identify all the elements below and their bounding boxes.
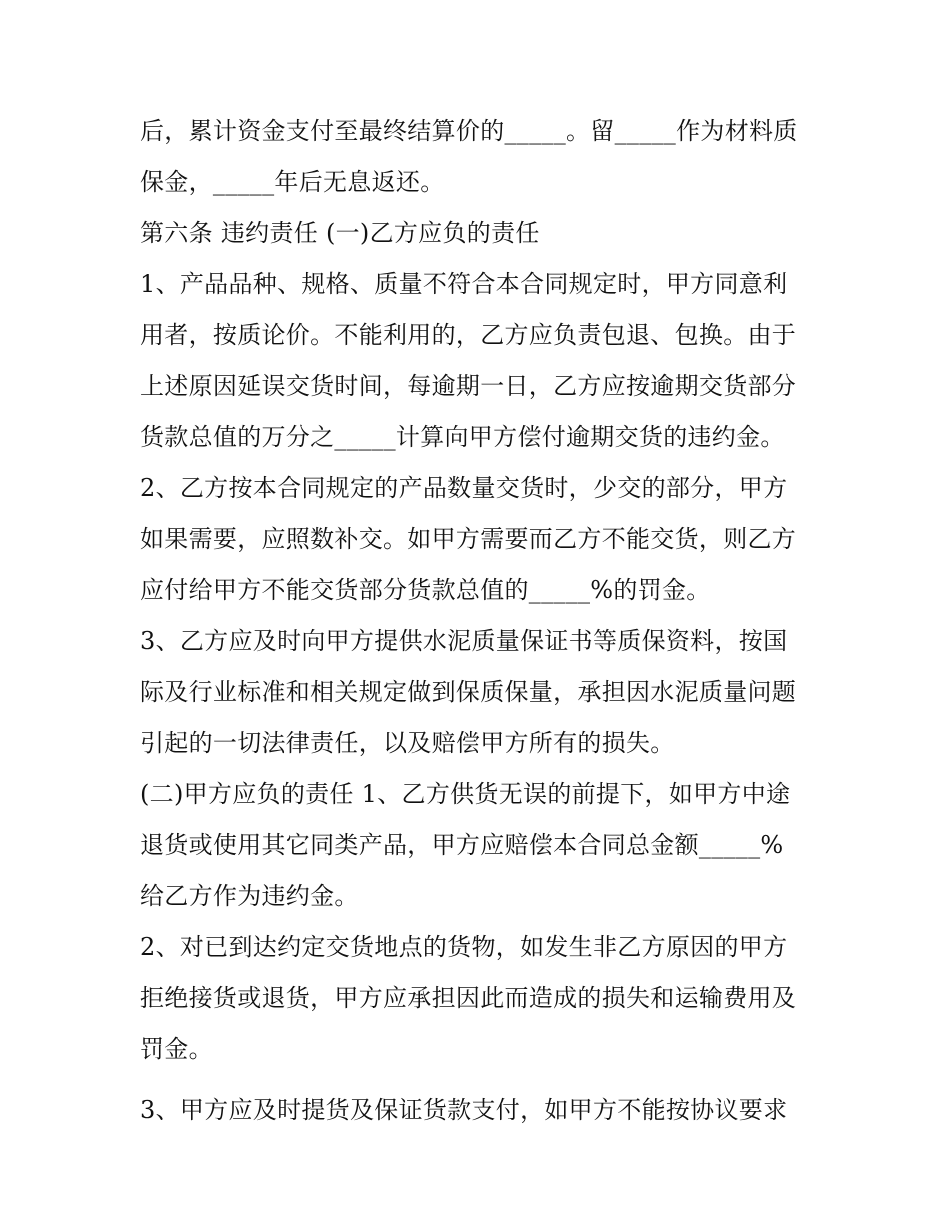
text-line: 后，累计资金支付至最终结算价的_____。留_____作为材料质 <box>140 117 798 145</box>
text-line: 3、甲方应及时提货及保证货款支付，如甲方不能按协议要求 <box>140 1096 788 1124</box>
text-line: 如果需要，应照数补交。如甲方需要而乙方不能交货，则乙方 <box>140 525 797 553</box>
text-line: 用者，按质论价。不能利用的，乙方应负责包退、包换。由于 <box>140 321 797 349</box>
text-line: 罚金。 <box>140 1035 213 1063</box>
text-line: 给乙方作为违约金。 <box>140 882 359 910</box>
document-body <box>140 106 820 1136</box>
text-line: 上述原因延误交货时间，每逾期一日，乙方应按逾期交货部分 <box>140 372 797 400</box>
text-line: 拒绝接货或退货，甲方应承担因此而造成的损失和运输费用及 <box>140 984 797 1012</box>
text-line: 3、乙方应及时向甲方提供水泥质量保证书等质保资料，按国 <box>140 627 788 655</box>
text-line: 保金，_____年后无息返还。 <box>140 168 445 196</box>
text-line: 引起的一切法律责任，以及赔偿甲方所有的损失。 <box>140 729 675 757</box>
text-line: 1、产品品种、规格、质量不符合本合同规定时，甲方同意利 <box>140 270 788 298</box>
text-line: (二)甲方应负的责任 1、乙方供货无误的前提下，如甲方中途 <box>140 780 791 808</box>
text-line: 2、对已到达约定交货地点的货物，如发生非乙方原因的甲方 <box>140 933 788 961</box>
text-line: 应付给甲方不能交货部分货款总值的_____%的罚金。 <box>140 576 711 604</box>
paragraph-gap <box>140 1075 820 1085</box>
text-line: 际及行业标准和相关规定做到保质保量，承担因水泥质量问题 <box>140 678 797 706</box>
text-line: 货款总值的万分之_____计算向甲方偿付逾期交货的违约金。 <box>140 423 785 451</box>
text-line: 2、乙方按本合同规定的产品数量交货时，少交的部分，甲方 <box>140 474 788 502</box>
article-heading: 第六条 违约责任 (一)乙方应负的责任 <box>140 219 540 247</box>
text-line: 退货或使用其它同类产品，甲方应赔偿本合同总金额_____% <box>140 831 784 859</box>
